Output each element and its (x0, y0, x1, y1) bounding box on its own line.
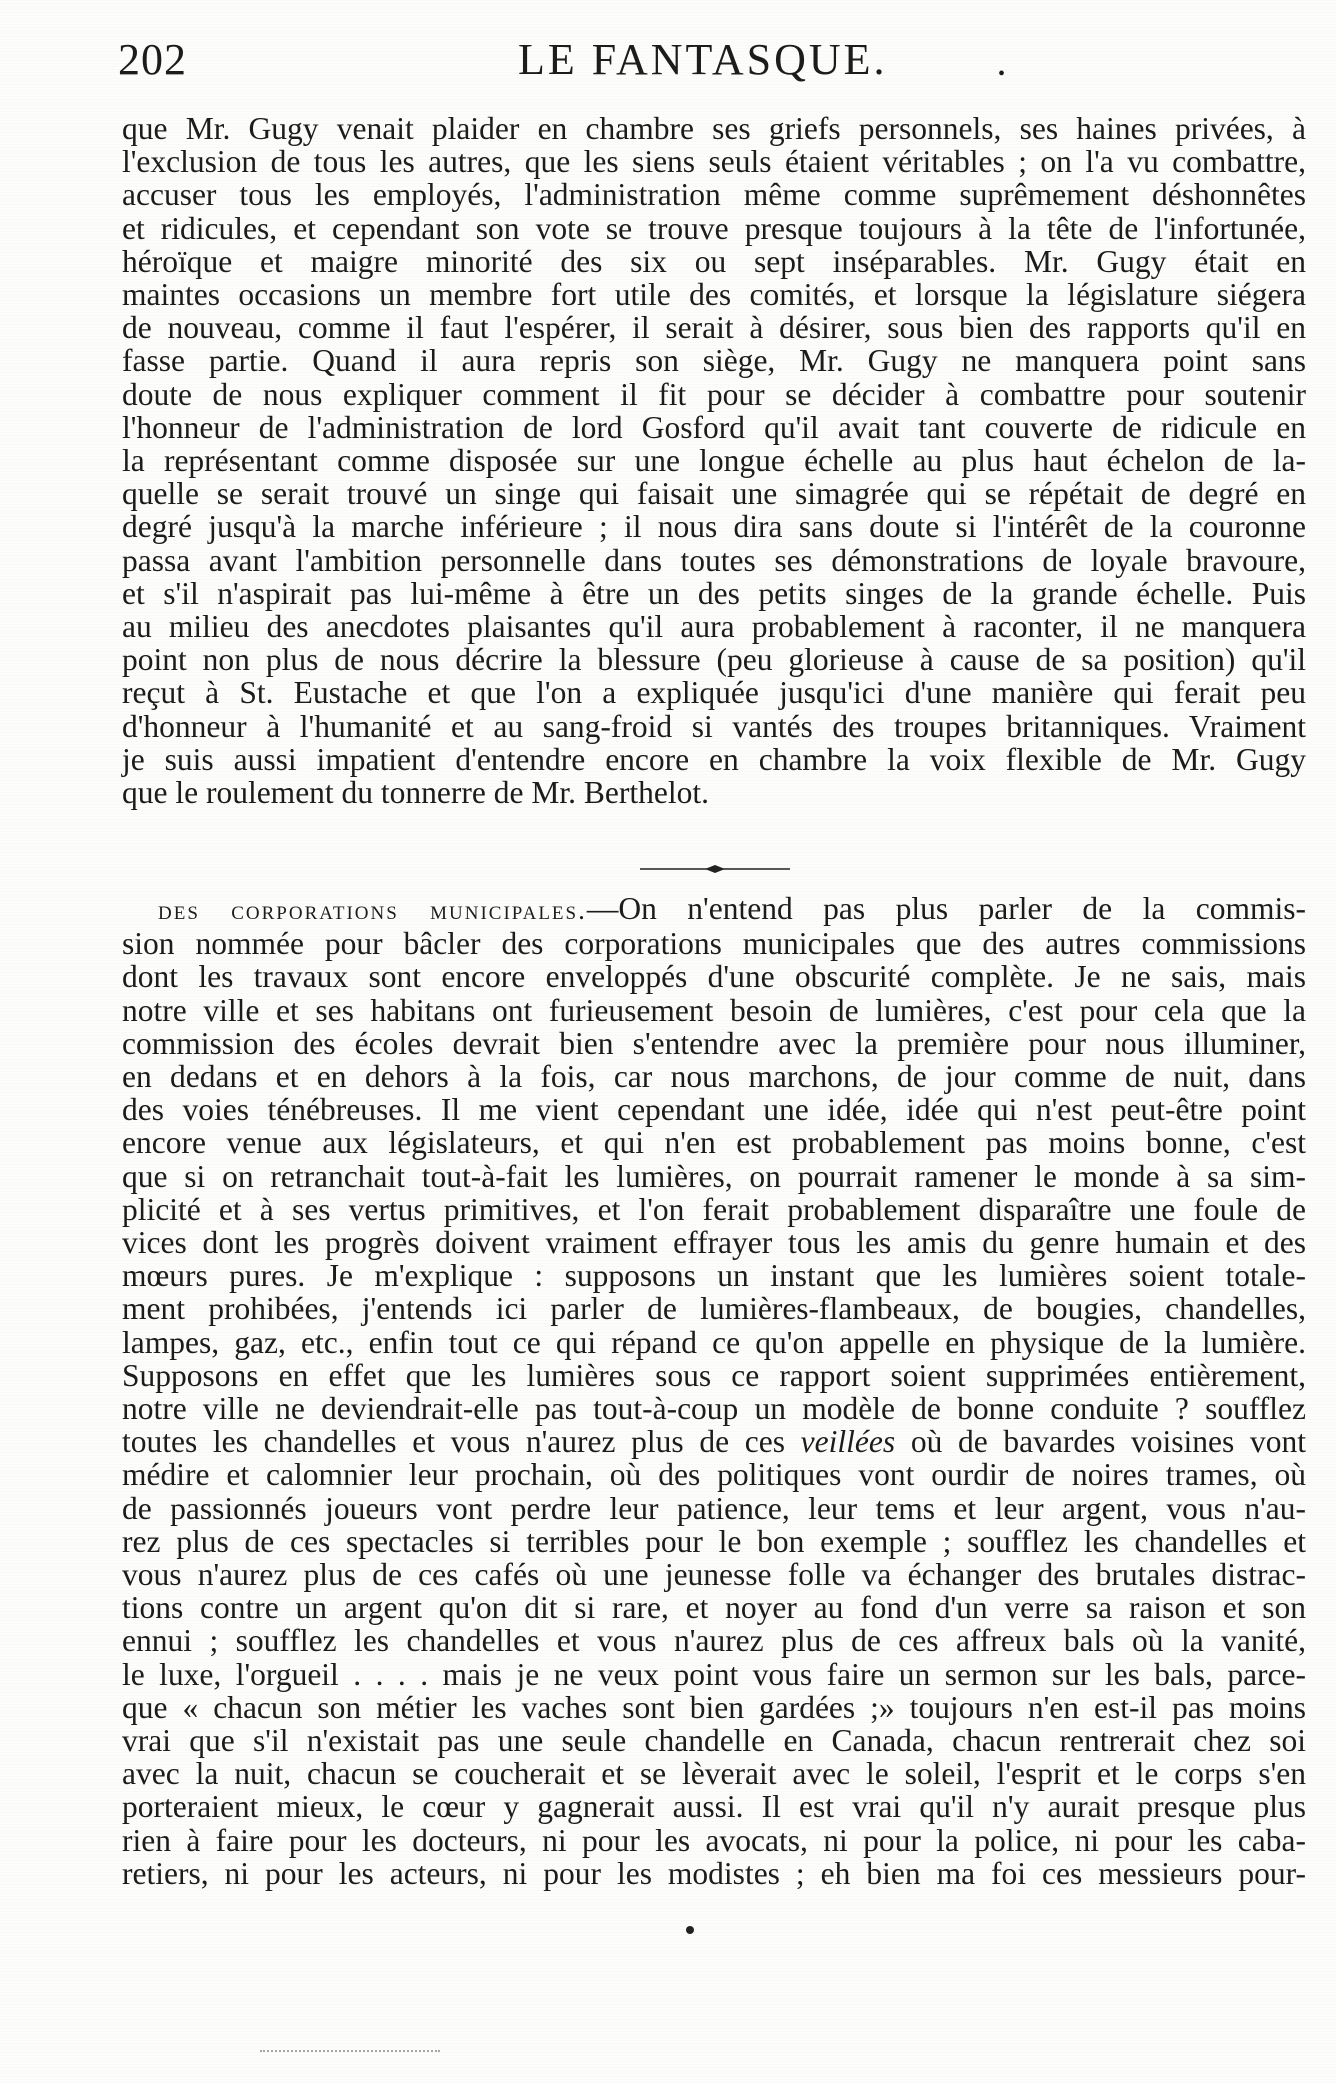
text-line: quelle se serait trouvé un singe qui faisait une simagrée qui se répétait de degré en (122, 476, 1306, 512)
text-line: de passionnés joueurs vont perdre leur patience, leur tems et leur argent, vous n'au- (122, 1490, 1306, 1526)
page-number: 202 (118, 35, 187, 84)
text-line: tions contre un argent qu'on dit si rare, et noyer au fond d'un verre sa raison et son (122, 1590, 1306, 1626)
text-line: reçut à St. Eustache et que l'on a expliquée jusqu'ici d'une manière qui ferait peu (122, 675, 1306, 711)
text-line: de nouveau, comme il faut l'espérer, il serait à désirer, sous bien des rapports qu'il en (122, 310, 1306, 346)
text-line: que le roulement du tonnerre de Mr. Berthelot. (122, 775, 709, 811)
text-line: porteraient mieux, le cœur y gagnerait aussi. Il est vrai qu'il n'y aurait presque plus (122, 1789, 1306, 1825)
text-line: que « chacun son métier les vaches sont bien gardées ;» toujours n'en est-il pas moins (122, 1689, 1306, 1725)
text-line: passa avant l'ambition personnelle dans toutes ses démonstrations de loyale bravoure, (122, 542, 1306, 578)
text-line: degré jusqu'à la marche inférieure ; il nous dira sans doute si l'intérêt de la couronne (122, 509, 1306, 545)
section-divider-ornament (640, 864, 790, 874)
text-line: médire et calomnier leur prochain, où des politiques vont ourdir de noires trames, où (122, 1457, 1306, 1493)
text-line: avec la nuit, chacun se coucherait et se lèverait avec le soleil, l'esprit et le corps s'en (122, 1756, 1306, 1792)
text-line: encore venue aux législateurs, et qui n'en est probablement pas moins bonne, c'est (122, 1125, 1306, 1161)
footer-dot-mark (686, 1926, 694, 1934)
text-line: ennui ; soufflez les chandelles et vous n'aurez plus de ces affreux bals où la vanité, (122, 1623, 1306, 1659)
text-line: accuser tous les employés, l'administration même comme suprêmement déshonnêtes (122, 177, 1306, 213)
text-line: des voies ténébreuses. Il me vient cependant une idée, idée qui n'est peut-être point (122, 1092, 1306, 1128)
text-line: ment prohibées, j'entends ici parler de lumières-flambeaux, de bougies, chandelles, (122, 1291, 1306, 1327)
text-line: rien à faire pour les docteurs, ni pour les avocats, ni pour la police, ni pour les caba- (122, 1822, 1306, 1858)
emphasis-word: veillées (800, 1424, 896, 1460)
text-line: sion nommée pour bâcler des corporations municipales que des autres commissions (122, 926, 1306, 962)
text-line: héroïque et maigre minorité des six ou sept inséparables. Mr. Gugy était en (122, 243, 1306, 279)
text-line: l'exclusion de tous les autres, que les siens seuls étaient véritables ; on l'a vu combattre, (122, 144, 1306, 180)
paragraph-first-line (122, 892, 1306, 927)
text-line: que si on retranchait tout-à-fait les lumières, on pourrait ramener le monde à sa sim- (122, 1158, 1306, 1194)
text-line: que Mr. Gugy venait plaider en chambre ses griefs personnels, ses haines privées, à (122, 111, 1306, 146)
article-paragraph-gugy (122, 112, 1306, 809)
text-line: lampes, gaz, etc., enfin tout ce qui répand ce qu'on appelle en physique de la lumière. (122, 1324, 1306, 1360)
text-line: notre ville ne deviendrait-elle pas tout-à-coup un modèle de bonne conduite ? soufflez (122, 1391, 1306, 1427)
scan-smudge (260, 2050, 440, 2062)
text-line: dont les travaux sont encore enveloppés d'une obscurité complète. Je ne sais, mais (122, 959, 1306, 995)
header-dot-ornament: • (998, 63, 1006, 85)
text-line: toutes les chandelles et vous n'aurez plus de ces veillées où de bavardes voisines vont (122, 1424, 1306, 1460)
text-line: la représentant comme disposée sur une longue échelle au plus haut échelon de la- (122, 443, 1306, 479)
text-line: et s'il n'aspirait pas lui-même à être un des petits singes de la grande échelle. Puis (122, 575, 1306, 611)
section-heading: des corporations municipales. (158, 895, 587, 925)
text-line: rez plus de ces spectacles si terribles pour le bon exemple ; soufflez les chandelles et (122, 1523, 1306, 1559)
text-line: notre ville et ses habitans ont furieusement besoin de lumières, c'est pour cela que la (122, 992, 1306, 1028)
text-line: d'honneur à l'humanité et au sang-froid si vantés des troupes britanniques. Vraiment (122, 708, 1306, 744)
page-header (118, 30, 1268, 90)
text-line: maintes occasions un membre fort utile des comités, et lorsque la législature siégera (122, 277, 1306, 313)
text-line: mœurs pures. Je m'explique : supposons un instant que les lumières soient totale- (122, 1258, 1306, 1294)
text-line: vous n'aurez plus de ces cafés où une jeunesse folle va échanger des brutales distrac- (122, 1557, 1306, 1593)
text-line: fasse partie. Quand il aura repris son siège, Mr. Gugy ne manquera point sans (122, 343, 1306, 379)
first-line-rest: —On n'entend pas plus parler de la commis- (586, 891, 1307, 926)
text-line: doute de nous expliquer comment il fit pour se décider à combattre pour soutenir (122, 376, 1306, 412)
text-line: commission des écoles devrait bien s'entendre avec la première pour nous illuminer, (122, 1025, 1306, 1061)
text-line: le luxe, l'orgueil . . . . mais je ne veux point vous faire un sermon sur les bals, parce- (122, 1656, 1306, 1692)
article-paragraph-corporations (122, 892, 1306, 1890)
journal-title: LE FANTASQUE. (518, 35, 888, 84)
text-line: en dedans et en dehors à la fois, car nous marchons, de jour comme de nuit, dans (122, 1059, 1306, 1095)
text-line: l'honneur de l'administration de lord Gosford qu'il avait tant couverte de ridicule en (122, 409, 1306, 445)
text-line: et ridicules, et cependant son vote se trouve presque toujours à la tête de l'infortunée, (122, 210, 1306, 246)
text-line: point non plus de nous décrire la blessure (peu glorieuse à cause de sa position) qu'il (122, 642, 1306, 678)
text-line: Supposons en effet que les lumières sous ce rapport soient supprimées entièrement, (122, 1357, 1306, 1393)
text-line: au milieu des anecdotes plaisantes qu'il aura probablement à raconter, il ne manquera (122, 609, 1306, 645)
text-line: je suis aussi impatient d'entendre encore en chambre la voix flexible de Mr. Gugy (122, 741, 1306, 777)
text-line: vrai que s'il n'existait pas une seule chandelle en Canada, chacun rentrerait chez soi (122, 1723, 1306, 1759)
text-line: vices dont les progrès doivent vraiment effrayer tous les amis du genre humain et des (122, 1225, 1306, 1261)
text-line: retiers, ni pour les acteurs, ni pour les modistes ; eh bien ma foi ces messieurs pour- (122, 1855, 1306, 1891)
text-line: plicité et à ses vertus primitives, et l'on ferait probablement disparaître une foule de (122, 1191, 1306, 1227)
